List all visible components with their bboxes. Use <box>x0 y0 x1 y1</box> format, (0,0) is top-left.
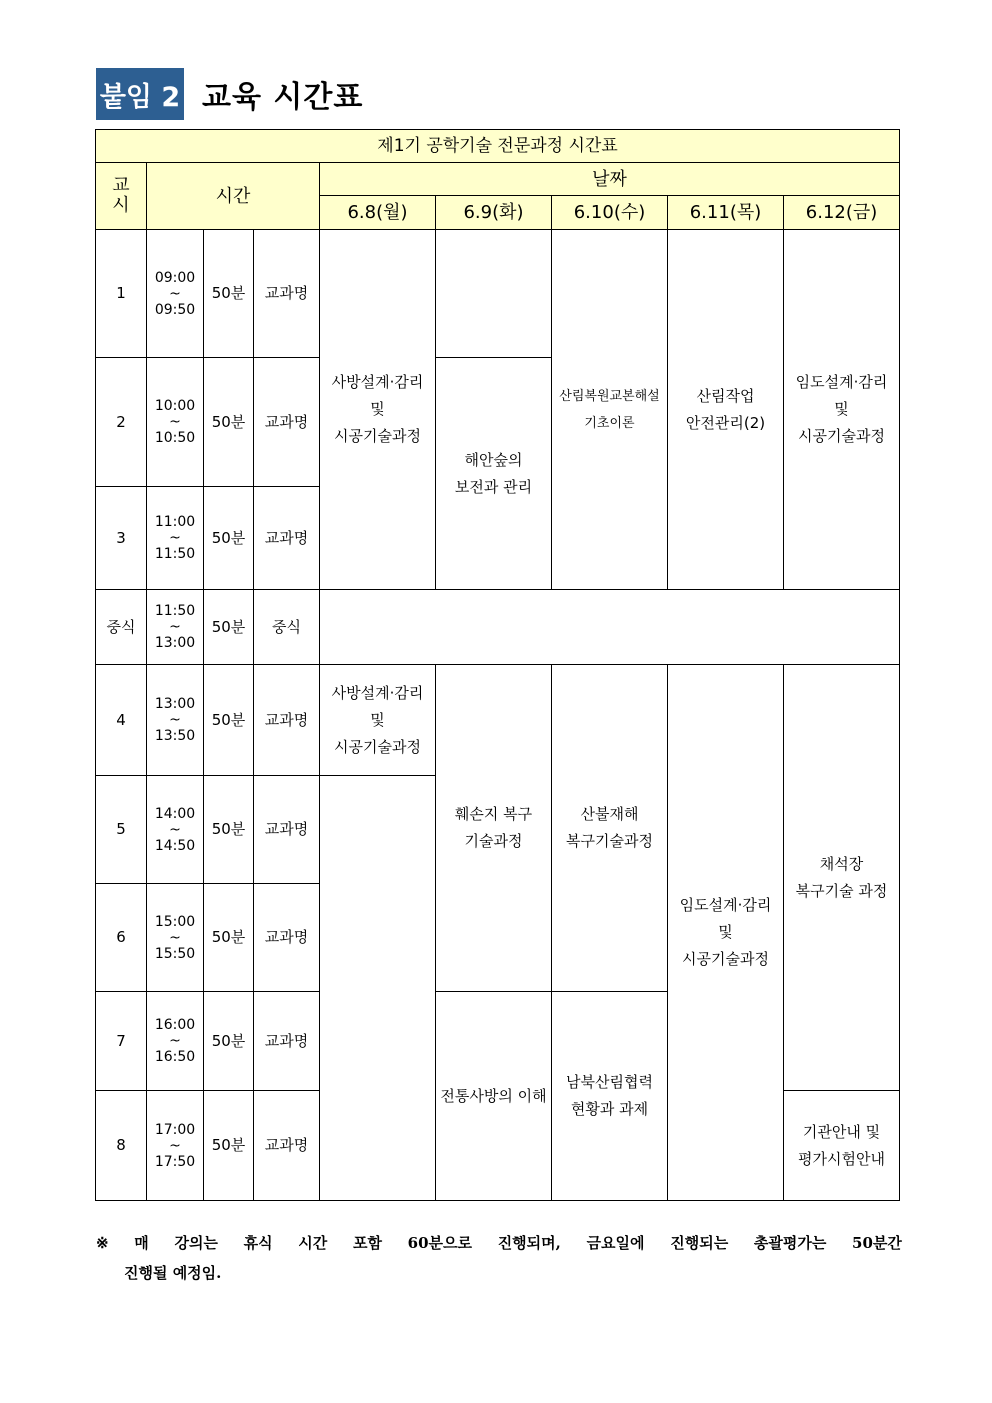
course-wed-pm1: 산불재해 복구기술과정 <box>552 665 668 992</box>
table-row <box>96 230 900 358</box>
course-fri-am: 임도설계·감리 및 시공기술과정 <box>784 230 900 590</box>
footnote <box>96 1228 902 1288</box>
duration-cell: 50분 <box>204 230 254 358</box>
duration-cell: 50분 <box>204 487 254 590</box>
header-time: 시간 <box>147 163 320 230</box>
empty-cell <box>436 230 552 358</box>
footnote-line-1 <box>96 1228 902 1258</box>
empty-cell <box>320 776 436 1201</box>
period-cell: 중식 <box>96 590 147 665</box>
attachment-badge: 붙임 2 <box>96 68 184 120</box>
kind-cell: 교과명 <box>254 487 320 590</box>
kind-cell: 교과명 <box>254 884 320 992</box>
footnote-word: 금요일에 <box>586 1234 645 1252</box>
course-mon-p4: 사방설계·감리 및 시공기술과정 <box>320 665 436 776</box>
course-wed-pm2: 남북산림협력 현황과 과제 <box>552 992 668 1201</box>
time-cell: 10:00 ~ 10:50 <box>147 358 204 487</box>
course-tue-pm1: 훼손지 복구 기술과정 <box>436 665 552 992</box>
table-caption: 제1기 공학기술 전문과정 시간표 <box>96 130 900 163</box>
header-date: 날짜 <box>320 163 900 196</box>
table-row <box>96 590 900 665</box>
table-row <box>96 665 900 776</box>
kind-cell: 교과명 <box>254 776 320 884</box>
course-tue-am: 해안숲의 보전과 관리 <box>436 358 552 590</box>
footnote-word: 시간 <box>298 1234 328 1252</box>
footnote-word: 총괄평가는 <box>753 1234 827 1252</box>
day-thu: 6.11(목) <box>668 196 784 230</box>
course-fri-p8: 기관안내 및 평가시험안내 <box>784 1091 900 1201</box>
period-cell: 8 <box>96 1091 147 1201</box>
footnote-word: 진행되며, <box>497 1234 561 1252</box>
duration-cell: 50분 <box>204 992 254 1091</box>
day-fri: 6.12(금) <box>784 196 900 230</box>
lunch-empty-cell <box>320 590 900 665</box>
course-mon-am: 사방설계·감리 및 시공기술과정 <box>320 230 436 590</box>
kind-cell: 교과명 <box>254 992 320 1091</box>
time-cell: 09:00 ~ 09:50 <box>147 230 204 358</box>
period-cell: 7 <box>96 992 147 1091</box>
period-cell: 3 <box>96 487 147 590</box>
duration-cell: 50분 <box>204 884 254 992</box>
duration-cell: 50분 <box>204 358 254 487</box>
course-wed-am: 산림복원교본해설 기초이론 <box>552 230 668 590</box>
day-wed: 6.10(수) <box>552 196 668 230</box>
day-tue: 6.9(화) <box>436 196 552 230</box>
page-header <box>96 68 363 120</box>
footnote-word: 매 <box>134 1234 149 1252</box>
kind-cell: 교과명 <box>254 1091 320 1201</box>
kind-cell: 중식 <box>254 590 320 665</box>
page-title: 교육 시간표 <box>202 80 364 115</box>
period-cell: 1 <box>96 230 147 358</box>
time-cell: 11:50 ~ 13:00 <box>147 590 204 665</box>
period-cell: 2 <box>96 358 147 487</box>
kind-cell: 교과명 <box>254 665 320 776</box>
footnote-word: 강의는 <box>174 1234 218 1252</box>
duration-cell: 50분 <box>204 1091 254 1201</box>
duration-cell: 50분 <box>204 590 254 665</box>
period-cell: 5 <box>96 776 147 884</box>
course-tue-pm2: 전통사방의 이해 <box>436 992 552 1201</box>
course-thu-pm: 임도설계·감리 및 시공기술과정 <box>668 665 784 1201</box>
time-cell: 13:00 ~ 13:50 <box>147 665 204 776</box>
time-cell: 15:00 ~ 15:50 <box>147 884 204 992</box>
period-cell: 4 <box>96 665 147 776</box>
period-cell: 6 <box>96 884 147 992</box>
day-mon: 6.8(월) <box>320 196 436 230</box>
course-fri-pm1: 채석장 복구기술 과정 <box>784 665 900 1091</box>
duration-cell: 50분 <box>204 665 254 776</box>
kind-cell: 교과명 <box>254 358 320 487</box>
time-cell: 17:00 ~ 17:50 <box>147 1091 204 1201</box>
duration-cell: 50분 <box>204 776 254 884</box>
course-thu-am: 산림작업 안전관리(2) <box>668 230 784 590</box>
schedule-table <box>95 129 900 1201</box>
time-cell: 11:00 ~ 11:50 <box>147 487 204 590</box>
footnote-word: 진행되는 <box>670 1234 729 1252</box>
footnote-word: ※ <box>96 1234 109 1252</box>
footnote-line-2: 진행될 예정임. <box>124 1264 222 1282</box>
header-period: 교 시 <box>96 163 147 230</box>
footnote-word: 60분으로 <box>407 1234 472 1252</box>
time-cell: 14:00 ~ 14:50 <box>147 776 204 884</box>
footnote-word: 휴식 <box>243 1234 273 1252</box>
time-cell: 16:00 ~ 16:50 <box>147 992 204 1091</box>
footnote-word: 포함 <box>352 1234 382 1252</box>
kind-cell: 교과명 <box>254 230 320 358</box>
footnote-word: 50분간 <box>852 1234 902 1252</box>
